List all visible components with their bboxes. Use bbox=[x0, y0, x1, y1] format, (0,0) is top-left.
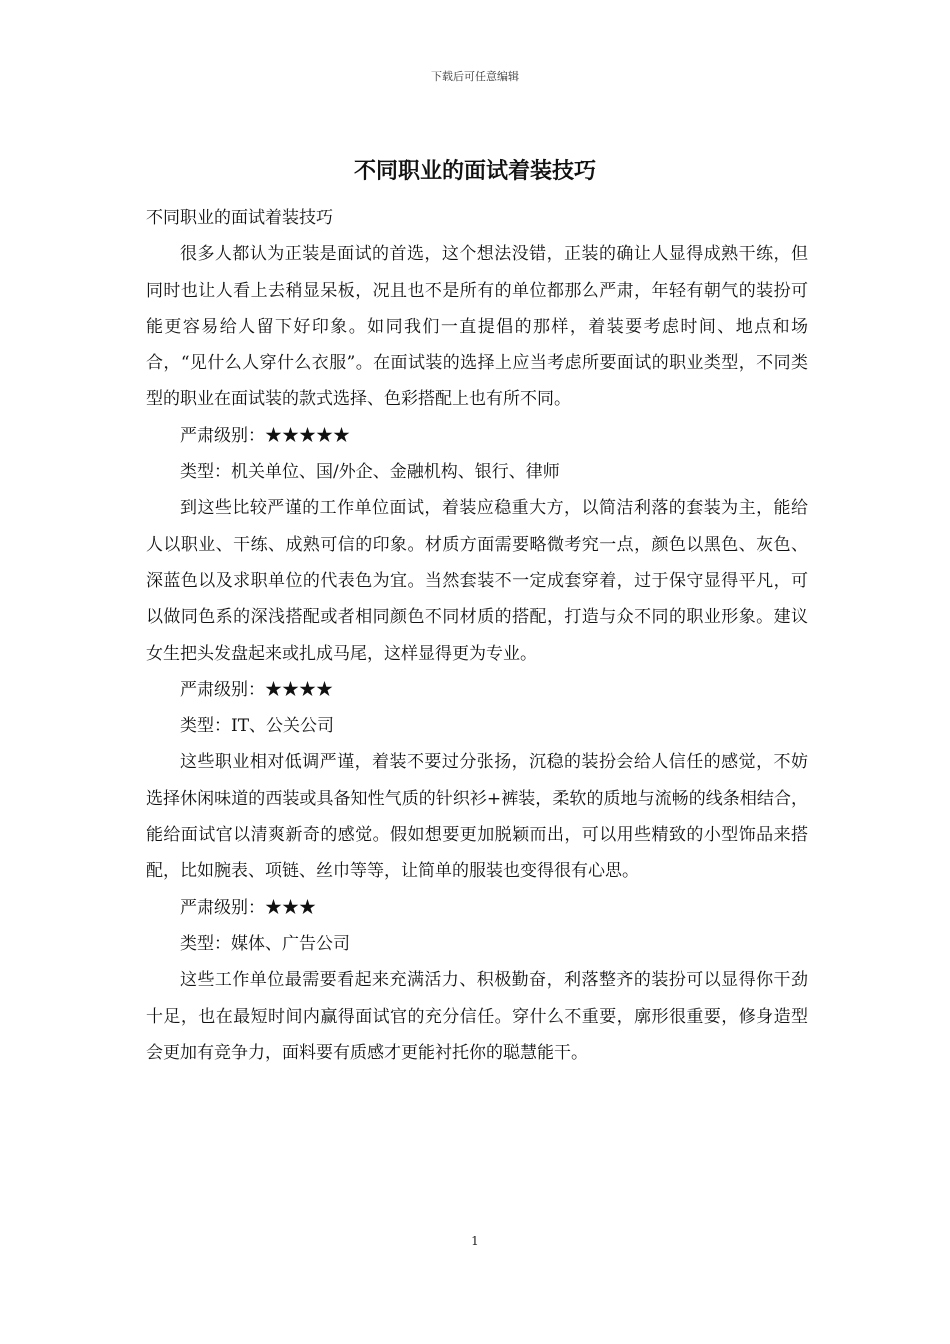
document-title: 不同职业的面试着装技巧 bbox=[353, 159, 596, 184]
type-line: 类型：机关单位、国/外企、金融机构、银行、律师 bbox=[180, 462, 560, 483]
type-line: 类型：媒体、广告公司 bbox=[180, 933, 350, 954]
document-subtitle: 不同职业的面试着装技巧 bbox=[146, 208, 333, 228]
rating-line: 严肃级别：★★★★★ bbox=[180, 425, 350, 446]
body-paragraph: 很多人都认为正装是面试的首选，这个想法没错，正装的确让人显得成熟干练，但同时也让人看上去稍显呆板，况且也不是所有的单位都那么严肃，年轻有朝气的装扮可能更容易给人留下好印象。如同我们一直提倡的那样，着装要考虑时间、地点和场合，“见什么人穿什么衣服”。在面试装的选择上应当考虑所要面试的职业类型，不同类型的职业在面试装的款式选择、色彩搭配上也有所不同。 bbox=[146, 244, 808, 410]
document-body bbox=[146, 200, 808, 1071]
page-number: 1 bbox=[471, 1234, 479, 1248]
type-line: 类型：IT、公关公司 bbox=[180, 716, 335, 737]
rating-line: 严肃级别：★★★★ bbox=[180, 679, 333, 700]
body-paragraph: 这些职业相对低调严谨，着装不要过分张扬，沉稳的装扮会给人信任的感觉，不妨选择休闲味道的西装或具备知性气质的针织衫+裤装，柔软的质地与流畅的线条相结合，能给面试官以清爽新奇的感觉。假如想要更加脱颖而出，可以用些精致的小型饰品来搭配，比如腕表、项链、丝巾等等，让简单的服装也变得很有心思。 bbox=[146, 752, 808, 882]
page-header-note: 下载后可任意编辑 bbox=[431, 70, 519, 83]
body-paragraph: 到这些比较严谨的工作单位面试，着装应稳重大方，以简洁利落的套装为主，能给人以职业、干练、成熟可信的印象。材质方面需要略微考究一点，颜色以黑色、灰色、深蓝色以及求职单位的代表色为宜。当然套装不一定成套穿着，过于保守显得平凡，可以做同色系的深浅搭配或者相同颜色不同材质的搭配，打造与众不同的职业形象。建议女生把头发盘起来或扎成马尾，这样显得更为专业。 bbox=[146, 498, 808, 664]
body-paragraph: 这些工作单位最需要看起来充满活力、积极勤奋，利落整齐的装扮可以显得你干劲十足，也在最短时间内赢得面试官的充分信任。穿什么不重要，廓形很重要，修身造型会更加有竞争力，面料要有质感才更能衬托你的聪慧能干。 bbox=[146, 970, 808, 1063]
rating-line: 严肃级别：★★★ bbox=[180, 897, 316, 918]
